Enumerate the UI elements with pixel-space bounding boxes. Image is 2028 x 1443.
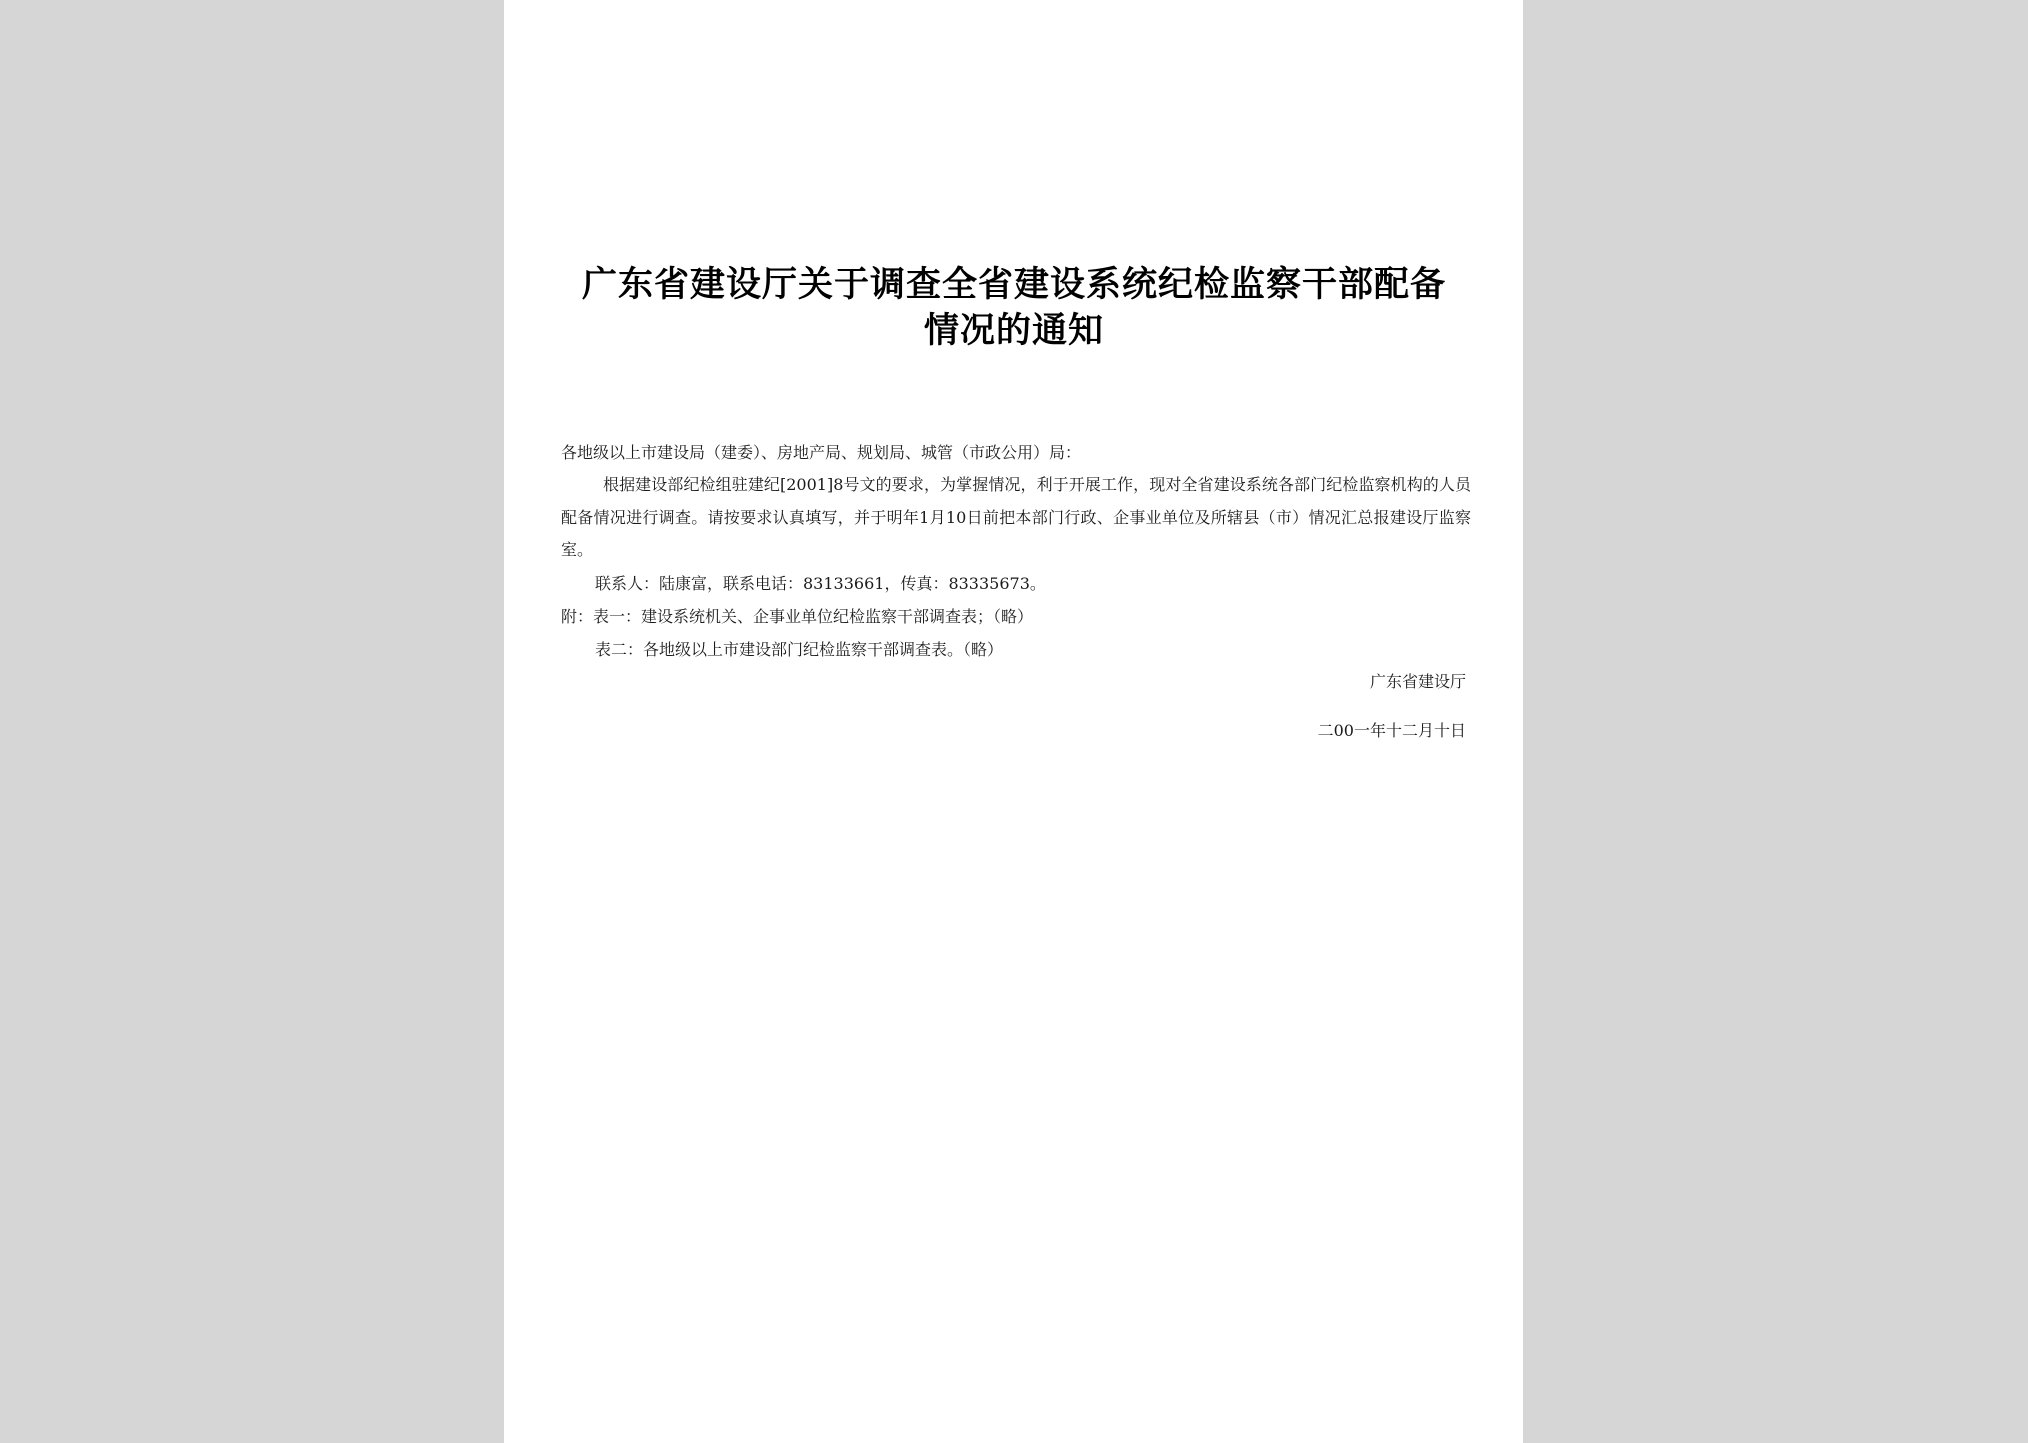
addressee-line: 各地级以上市建设局（建委）、房地产局、规划局、城管（市政公用）局： xyxy=(561,443,1082,462)
document-page xyxy=(504,0,1523,1443)
signer: 广东省建设厅 xyxy=(1369,672,1466,691)
document-title xyxy=(560,262,1468,354)
attachment-line-1: 附：表一：建设系统机关、企事业单位纪检监察干部调查表；（略） xyxy=(561,607,1034,626)
title-line-2: 情况的通知 xyxy=(923,310,1104,351)
contact-line: 联系人：陆康富，联系电话：83133661，传真：83335673。 xyxy=(595,574,1046,593)
document-date: 二00一年十二月十日 xyxy=(1317,721,1466,740)
title-line-1: 广东省建设厅关于调查全省建设系统纪检监察干部配备 xyxy=(581,264,1446,305)
body-paragraph: 根据建设部纪检组驻建纪[2001]8号文的要求，为掌握情况，利于开展工作，现对全省建设系统各部门纪检监察机构的人员配备情况进行调查。请按要求认真填写，并于明年1月10日前把本部门行政、企事业单位及所辖县（市）情况汇总报建设厅监察室。 xyxy=(561,475,1471,559)
attachment-line-2: 表二：各地级以上市建设部门纪检监察干部调查表。（略） xyxy=(595,640,1004,659)
